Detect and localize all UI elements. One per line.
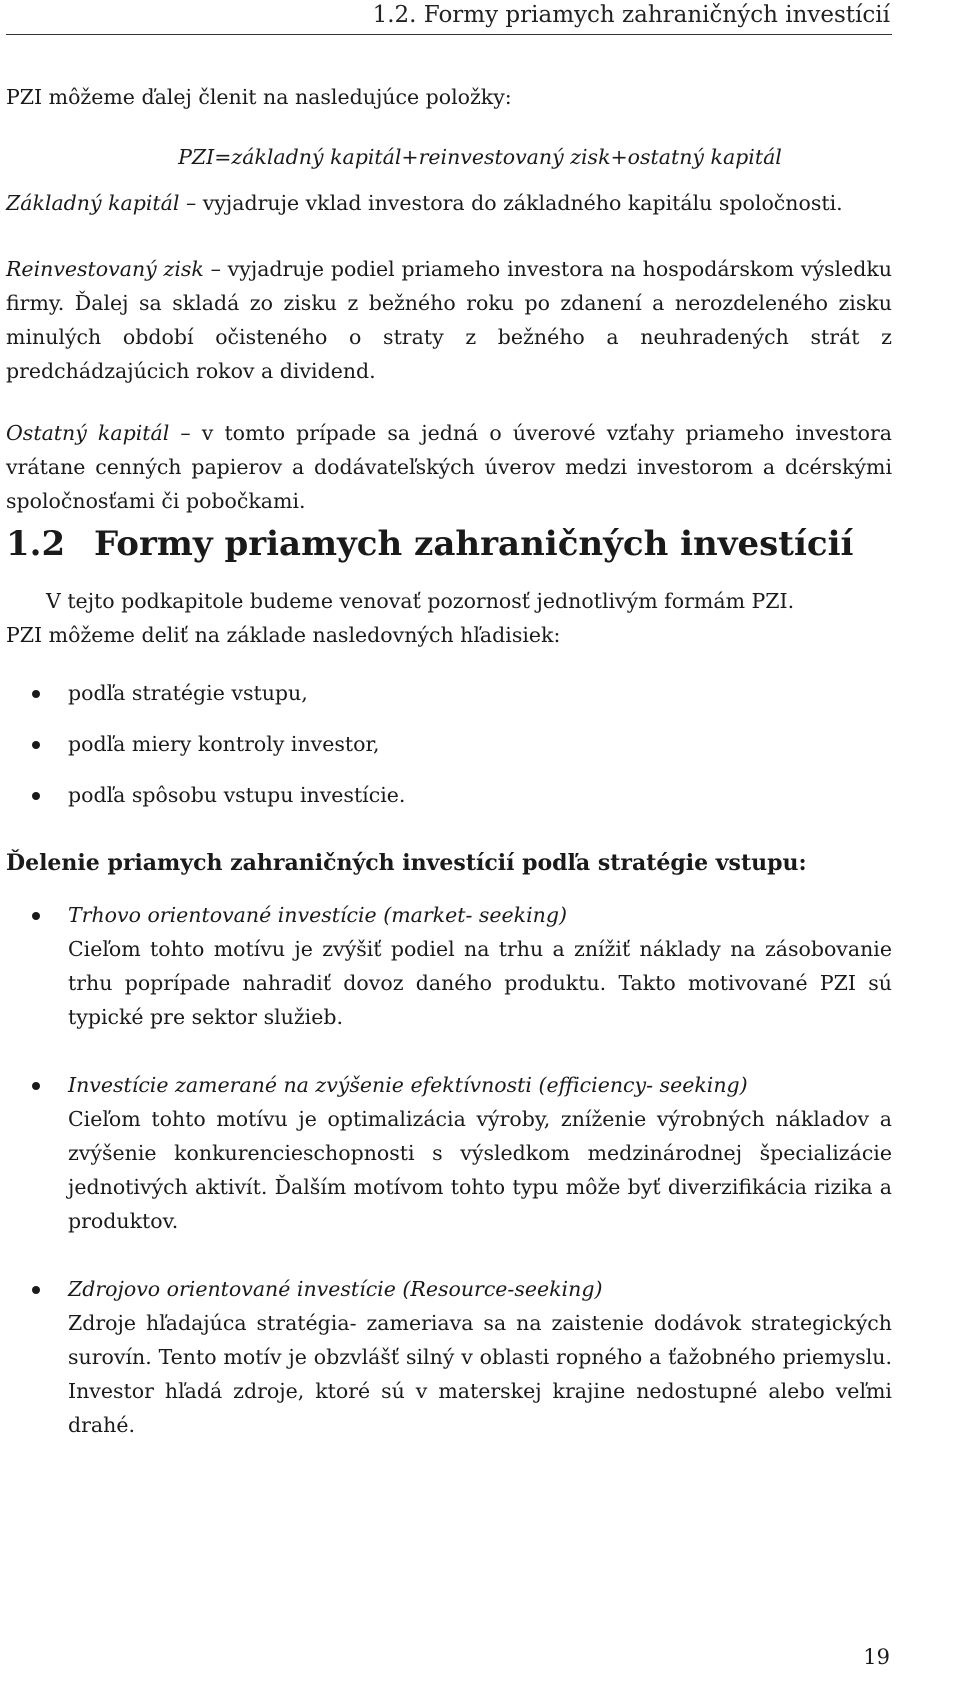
list-item (6, 898, 892, 1034)
definition-term: Ostatný kapitál (6, 421, 170, 445)
bullet-icon (32, 792, 40, 800)
section-intro (6, 584, 892, 652)
section-number: 1.2 (6, 524, 66, 564)
list-item-text: podľa spôsobu vstupu investície. (68, 783, 406, 807)
definition-ostatny-kapital (6, 416, 892, 518)
section-title: Formy priamych zahraničných investícií (94, 524, 854, 564)
list-item-body: Cieľom tohto motívu je optimalizácia výroby, zníženie výrobných nákladov a zvýšenie konkurencieschopnosti s výsledkom medzinárodnej špecializácie jednotivých aktivít. Ďalším motívom tohto typu môže byť diverzifikácia rizika a produktov. (68, 1107, 892, 1233)
pzi-formula: PZI=základný kapitál+reinvestovaný zisk+ostatný kapitál (178, 145, 782, 169)
list-item (6, 778, 892, 812)
strategy-list (6, 898, 892, 1476)
definition-text: – vyjadruje podiel priameho investora na hospodárskom výsledku firmy. Ďalej sa skladá zo zisku z bežného roku po zdanení a nerozdeleného zisku minulých období očisteného o straty z bežného a neuhradených strát z predchádzajúcich rokov a dividend. (6, 257, 892, 383)
page-number: 19 (863, 1645, 890, 1669)
definition-reinvestovany-zisk (6, 252, 892, 388)
list-item-text: podľa miery kontroly investor, (68, 732, 380, 756)
definition-term: Reinvestovaný zisk (6, 257, 204, 281)
list-item-text: podľa stratégie vstupu, (68, 681, 308, 705)
list-item-body: Cieľom tohto motívu je zvýšiť podiel na trhu a znížiť náklady na zásobovanie trhu poprípade nahradiť dovoz daného produktu. Takto motivované PZI sú typické pre sektor služieb. (68, 937, 892, 1029)
bullet-icon (32, 741, 40, 749)
list-item (6, 1272, 892, 1442)
list-item-title: Investície zamerané na zvýšenie efektívnosti (efficiency- seeking) (68, 1073, 748, 1097)
list-item (6, 727, 892, 761)
section-intro-line: PZI môžeme deliť na základe nasledovných hľadisiek: (6, 623, 561, 647)
bullet-icon (32, 690, 40, 698)
definition-term: Základný kapitál (6, 191, 180, 215)
definition-zakladny-kapital (6, 186, 892, 220)
list-item-title: Trhovo orientované investície (market- seeking) (68, 903, 567, 927)
criteria-list (6, 676, 892, 829)
list-item-title: Zdrojovo orientované investície (Resource-seeking) (68, 1277, 603, 1301)
bullet-icon (32, 912, 40, 920)
definition-text: – vyjadruje vklad investora do základného kapitálu spoločnosti. (179, 191, 843, 215)
subsection-heading: Ďelenie priamych zahraničných investícií podľa stratégie vstupu: (6, 850, 807, 876)
bullet-icon (32, 1286, 40, 1294)
definition-text: – v tomto prípade sa jedná o úverové vzťahy priameho investora vrátane cenných papierov a dodávateľských úverov medzi investorom a dcérskými spoločnosťami či pobočkami. (6, 421, 892, 513)
section-heading (6, 522, 853, 566)
bullet-icon (32, 1082, 40, 1090)
header-rule (6, 34, 892, 35)
list-item (6, 1068, 892, 1238)
intro-paragraph: PZI môžeme ďalej členit na nasledujúce položky: (6, 85, 512, 109)
running-header: 1.2. Formy priamych zahraničných investícií (372, 2, 890, 28)
list-item-body: Zdroje hľadajúca stratégia- zameriava sa na zaistenie dodávok strategických surovín. Tento motív je obzvlášť silný v oblasti ropného a ťažobného priemyslu. Investor hľadá zdroje, ktoré sú v materskej krajine nedostupné alebo veľmi drahé. (68, 1311, 892, 1437)
section-intro-line: V tejto podkapitole budeme venovať pozornosť jednotlivým formám PZI. (46, 589, 795, 613)
list-item (6, 676, 892, 710)
